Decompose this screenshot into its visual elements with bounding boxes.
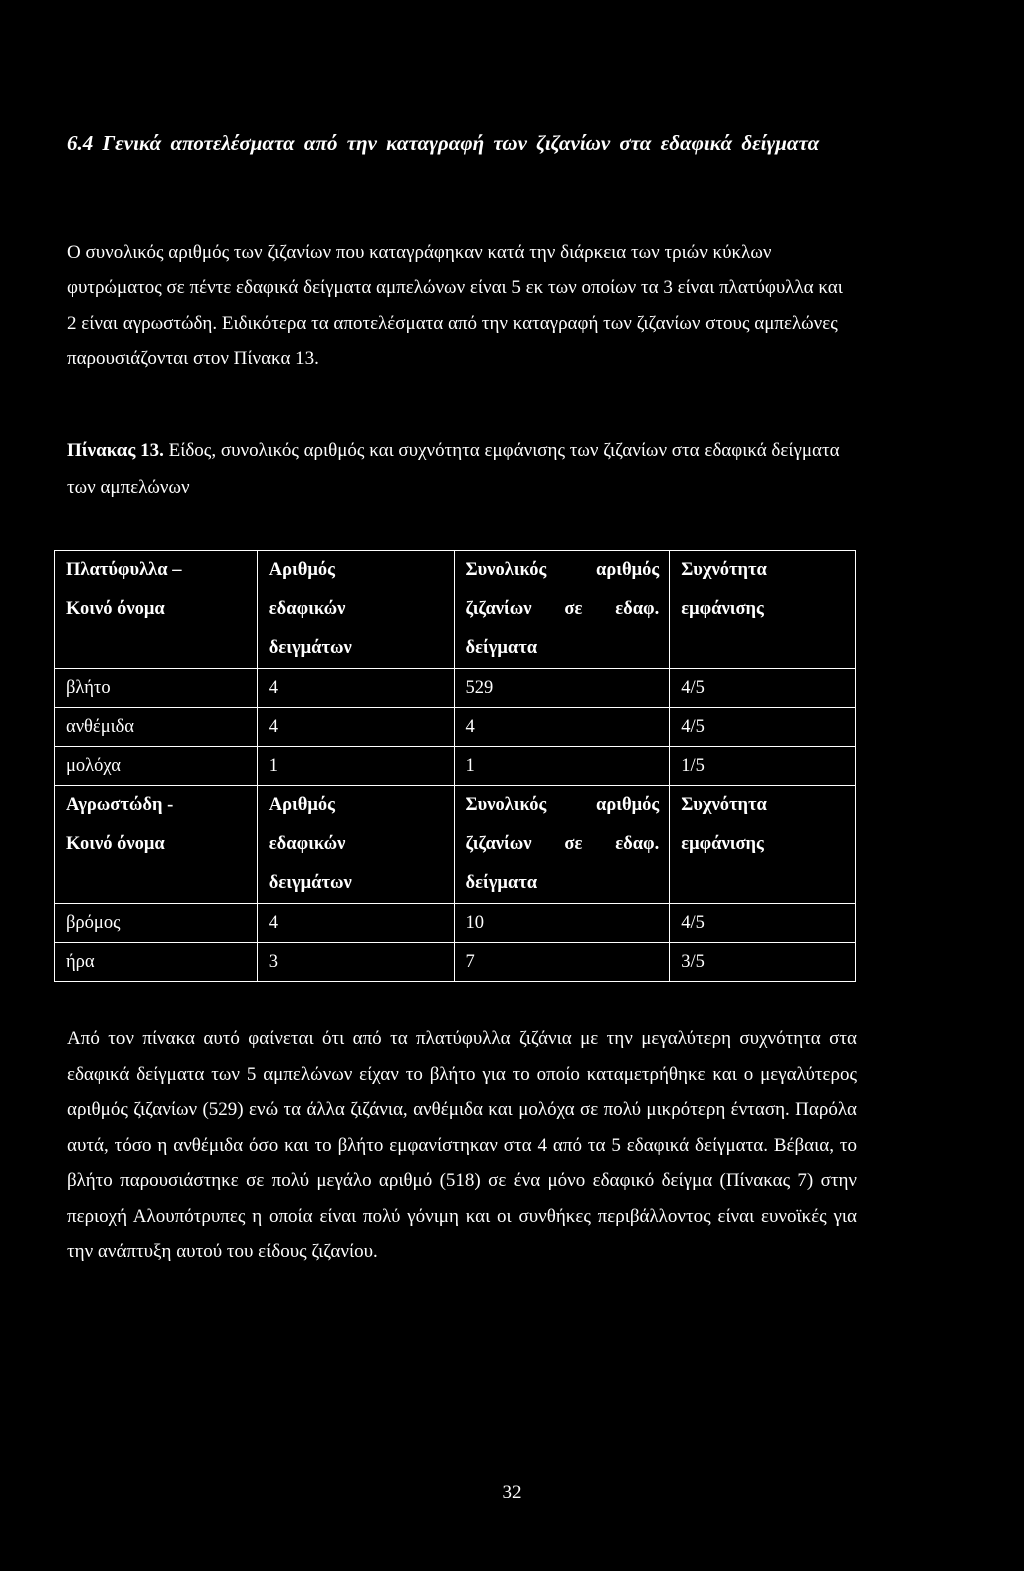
header-cell-frequency (670, 551, 856, 669)
header-text: εδαφικών (268, 834, 346, 854)
table-caption-text: Είδος, συνολικός αριθμός και συχνότητα εμφάνισης των ζιζανίων στα εδαφικά δείγματα των αμπελώνων (67, 440, 840, 498)
cell-samples: 1 (257, 747, 454, 786)
header-text: Αριθμός (268, 795, 335, 815)
grass-header-row (55, 786, 856, 904)
cell-samples: 4 (257, 904, 454, 943)
cell-frequency: 4/5 (670, 708, 856, 747)
table-row (55, 669, 856, 708)
cell-total: 1 (454, 747, 670, 786)
cell-name: ανθέμιδα (55, 708, 258, 747)
cell-total: 4 (454, 708, 670, 747)
header-cell-total (454, 551, 670, 669)
header-text: Πλατύφυλλα – (66, 560, 182, 580)
header-text: ζιζανίων σε εδαφ. (465, 834, 660, 854)
cell-total: 7 (454, 943, 670, 982)
cell-frequency: 4/5 (670, 904, 856, 943)
header-cell-name (55, 786, 258, 904)
header-text: Κοινό όνομα (66, 834, 165, 854)
header-cell-frequency (670, 786, 856, 904)
header-text: Συνολικός αριθμός (465, 560, 660, 580)
header-text: δείγματα (465, 638, 538, 658)
header-text: δείγματα (465, 873, 538, 893)
header-cell-total (454, 786, 670, 904)
cell-name: βλήτο (55, 669, 258, 708)
conclusion-paragraph: Από τον πίνακα αυτό φαίνεται ότι από τα πλατύφυλλα ζιζάνια με την μεγαλύτερη συχνότητα στα εδαφικά δείγματα των 5 αμπελώνων είχαν το βλήτο για το οποίο καταμετρήθηκε και ο μεγαλύτερος αριθμός ζιζανίων (529) ενώ τα άλλα ζιζάνια, ανθέμιδα και μολόχα σε πολύ μικρότερη ένταση. Παρόλα αυτά, τόσο η ανθέμιδα όσο και το βλήτο εμφανίστηκαν στα 4 από τα 5 εδαφικά δείγματα. Βέβαια, το βλήτο παρουσιάστηκε σε πολύ μεγάλο αριθμό (518) σε ένα μόνο εδαφικό δείγμα (Πίνακας 7) στην περιοχή Αλουπότρυπες η οποία είναι πολύ γόνιμη και οι συνθήκες περιβάλλοντος είναι ευνοϊκές για την ανάπτυξη αυτού του είδους ζιζανίου. (67, 1028, 857, 1262)
section-heading: 6.4 Γενικά αποτελέσματα από την καταγραφή των ζιζανίων στα εδαφικά δείγματα (67, 131, 820, 155)
header-text: Συνολικός αριθμός (465, 795, 660, 815)
header-text: ζιζανίων σε εδαφ. (465, 599, 660, 619)
table-row (55, 747, 856, 786)
cell-total: 529 (454, 669, 670, 708)
header-text: Αριθμός (268, 560, 335, 580)
header-text: Κοινό όνομα (66, 599, 165, 619)
intro-paragraph: Ο συνολικός αριθμός των ζιζανίων που καταγράφηκαν κατά την διάρκεια των τριών κύκλων φυτρώματος σε πέντε εδαφικά δείγματα αμπελώνων είναι 5 εκ των οποίων τα 3 είναι πλατύφυλλα και 2 είναι αγρωστώδη. Ειδικότερα τα αποτελέσματα από την καταγραφή των ζιζανίων στους αμπελώνες παρουσιάζονται στον Πίνακα 13. (67, 242, 843, 370)
cell-name: βρόμος (55, 904, 258, 943)
header-text: δειγμάτων (268, 638, 352, 658)
cell-frequency: 1/5 (670, 747, 856, 786)
header-text: Συχνότητα (681, 560, 767, 580)
header-text: εμφάνισης (681, 599, 764, 619)
table-row (55, 708, 856, 747)
cell-name: ήρα (55, 943, 258, 982)
cell-samples: 4 (257, 708, 454, 747)
header-cell-samples (257, 786, 454, 904)
cell-frequency: 4/5 (670, 669, 856, 708)
header-cell-samples (257, 551, 454, 669)
table-row (55, 904, 856, 943)
header-cell-name (55, 551, 258, 669)
header-text: Συχνότητα (681, 795, 767, 815)
cell-samples: 3 (257, 943, 454, 982)
broadleaf-header-row (55, 551, 856, 669)
table-caption (67, 432, 857, 506)
header-text: δειγμάτων (268, 873, 352, 893)
header-text: εδαφικών (268, 599, 346, 619)
table-caption-label: Πίνακας 13. (67, 440, 164, 461)
cell-name: μολόχα (55, 747, 258, 786)
page-number: 32 (502, 1482, 522, 1503)
header-text: εμφάνισης (681, 834, 764, 854)
cell-samples: 4 (257, 669, 454, 708)
table-row (55, 943, 856, 982)
cell-frequency: 3/5 (670, 943, 856, 982)
header-text: Αγρωστώδη - (66, 795, 174, 815)
cell-total: 10 (454, 904, 670, 943)
weeds-table (54, 550, 856, 982)
